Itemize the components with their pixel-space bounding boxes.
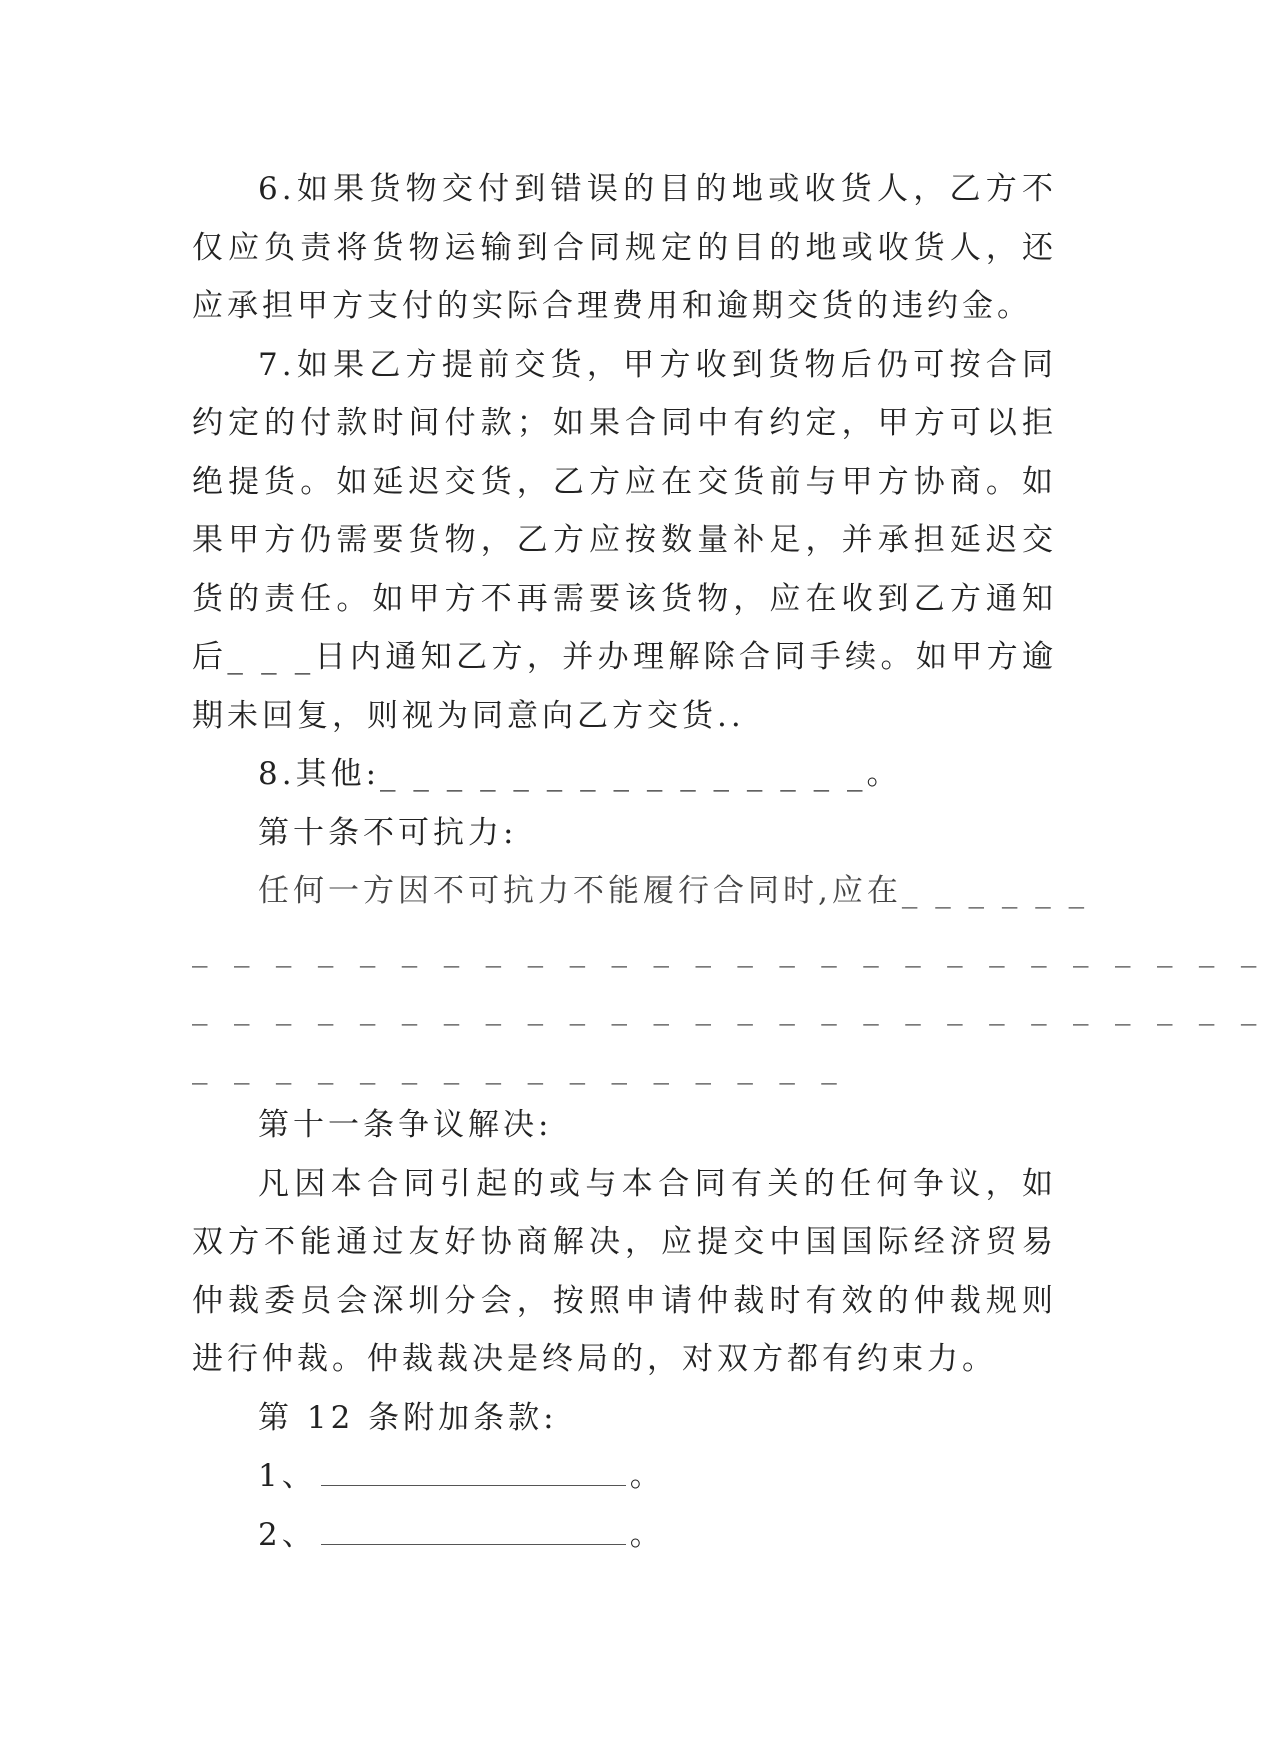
extra-clause-2-blank bbox=[321, 1518, 626, 1545]
extra-clause-1-end: 。 bbox=[629, 1458, 665, 1494]
clause-item-6: 6.如果货物交付到错误的目的地或收货人，乙方不仅应负责将货物运输到合同规定的目的地或收货人，还应承担甲方支付的实际合理费用和逾期交货的违约金。 bbox=[192, 171, 1057, 324]
extra-clause-1-number: 1、 bbox=[258, 1458, 317, 1494]
clause-item-7: 7.如果乙方提前交货，甲方收到货物后仍可按合同约定的付款时间付款；如果合同中有约定，甲方可以拒绝提货。如延迟交货，乙方应在交货前与甲方协商。如果甲方仍需要货物，乙方应按数量补足，并承担延迟交货的责任。如甲方不再需要该货物，应在收到乙方通知后_ _ _日内通知乙方，并办理解除合同手续。如甲方逾期未回复，则视为同意向乙方交货.. bbox=[192, 346, 1057, 734]
article-11-body: 凡因本合同引起的或与本合同有关的任何争议，如双方不能通过友好协商解决，应提交中国国际经济贸易仲裁委员会深圳分会，按照申请仲裁时有效的仲裁规则进行仲裁。仲裁裁决是终局的，对双方都有约束力。 bbox=[192, 1165, 1057, 1377]
article-10-blank-row-1: _ _ _ _ _ _ _ _ _ _ _ _ _ _ _ _ _ _ _ _ _ _ _ _ _ _ bbox=[192, 931, 1265, 968]
extra-clause-1 bbox=[192, 1447, 1057, 1506]
extra-clause-2-end: 。 bbox=[629, 1516, 665, 1553]
article-12-title: 第 12 条附加条款: bbox=[258, 1399, 558, 1436]
article-10-title: 第十条不可抗力: bbox=[258, 814, 518, 851]
extra-clause-1-blank bbox=[321, 1459, 626, 1486]
clause-item-8: 8.其他:_ _ _ _ _ _ _ _ _ _ _ _ _ _ _。 bbox=[258, 756, 902, 792]
article-10-blank-row-3: _ _ _ _ _ _ _ _ _ _ _ _ _ _ _ _ bbox=[192, 1048, 846, 1085]
extra-clause-2 bbox=[192, 1506, 1057, 1565]
article-10-body: 任何一方因不可抗力不能履行合同时,应在_ _ _ _ _ _ bbox=[258, 873, 1089, 909]
article-11-title: 第十一条争议解决: bbox=[258, 1107, 553, 1143]
extra-clause-2-number: 2、 bbox=[258, 1516, 317, 1553]
article-10-blank-row-2: _ _ _ _ _ _ _ _ _ _ _ _ _ _ _ _ _ _ _ _ _ _ _ _ _ _ bbox=[192, 990, 1265, 1026]
document-page bbox=[192, 160, 1265, 1564]
